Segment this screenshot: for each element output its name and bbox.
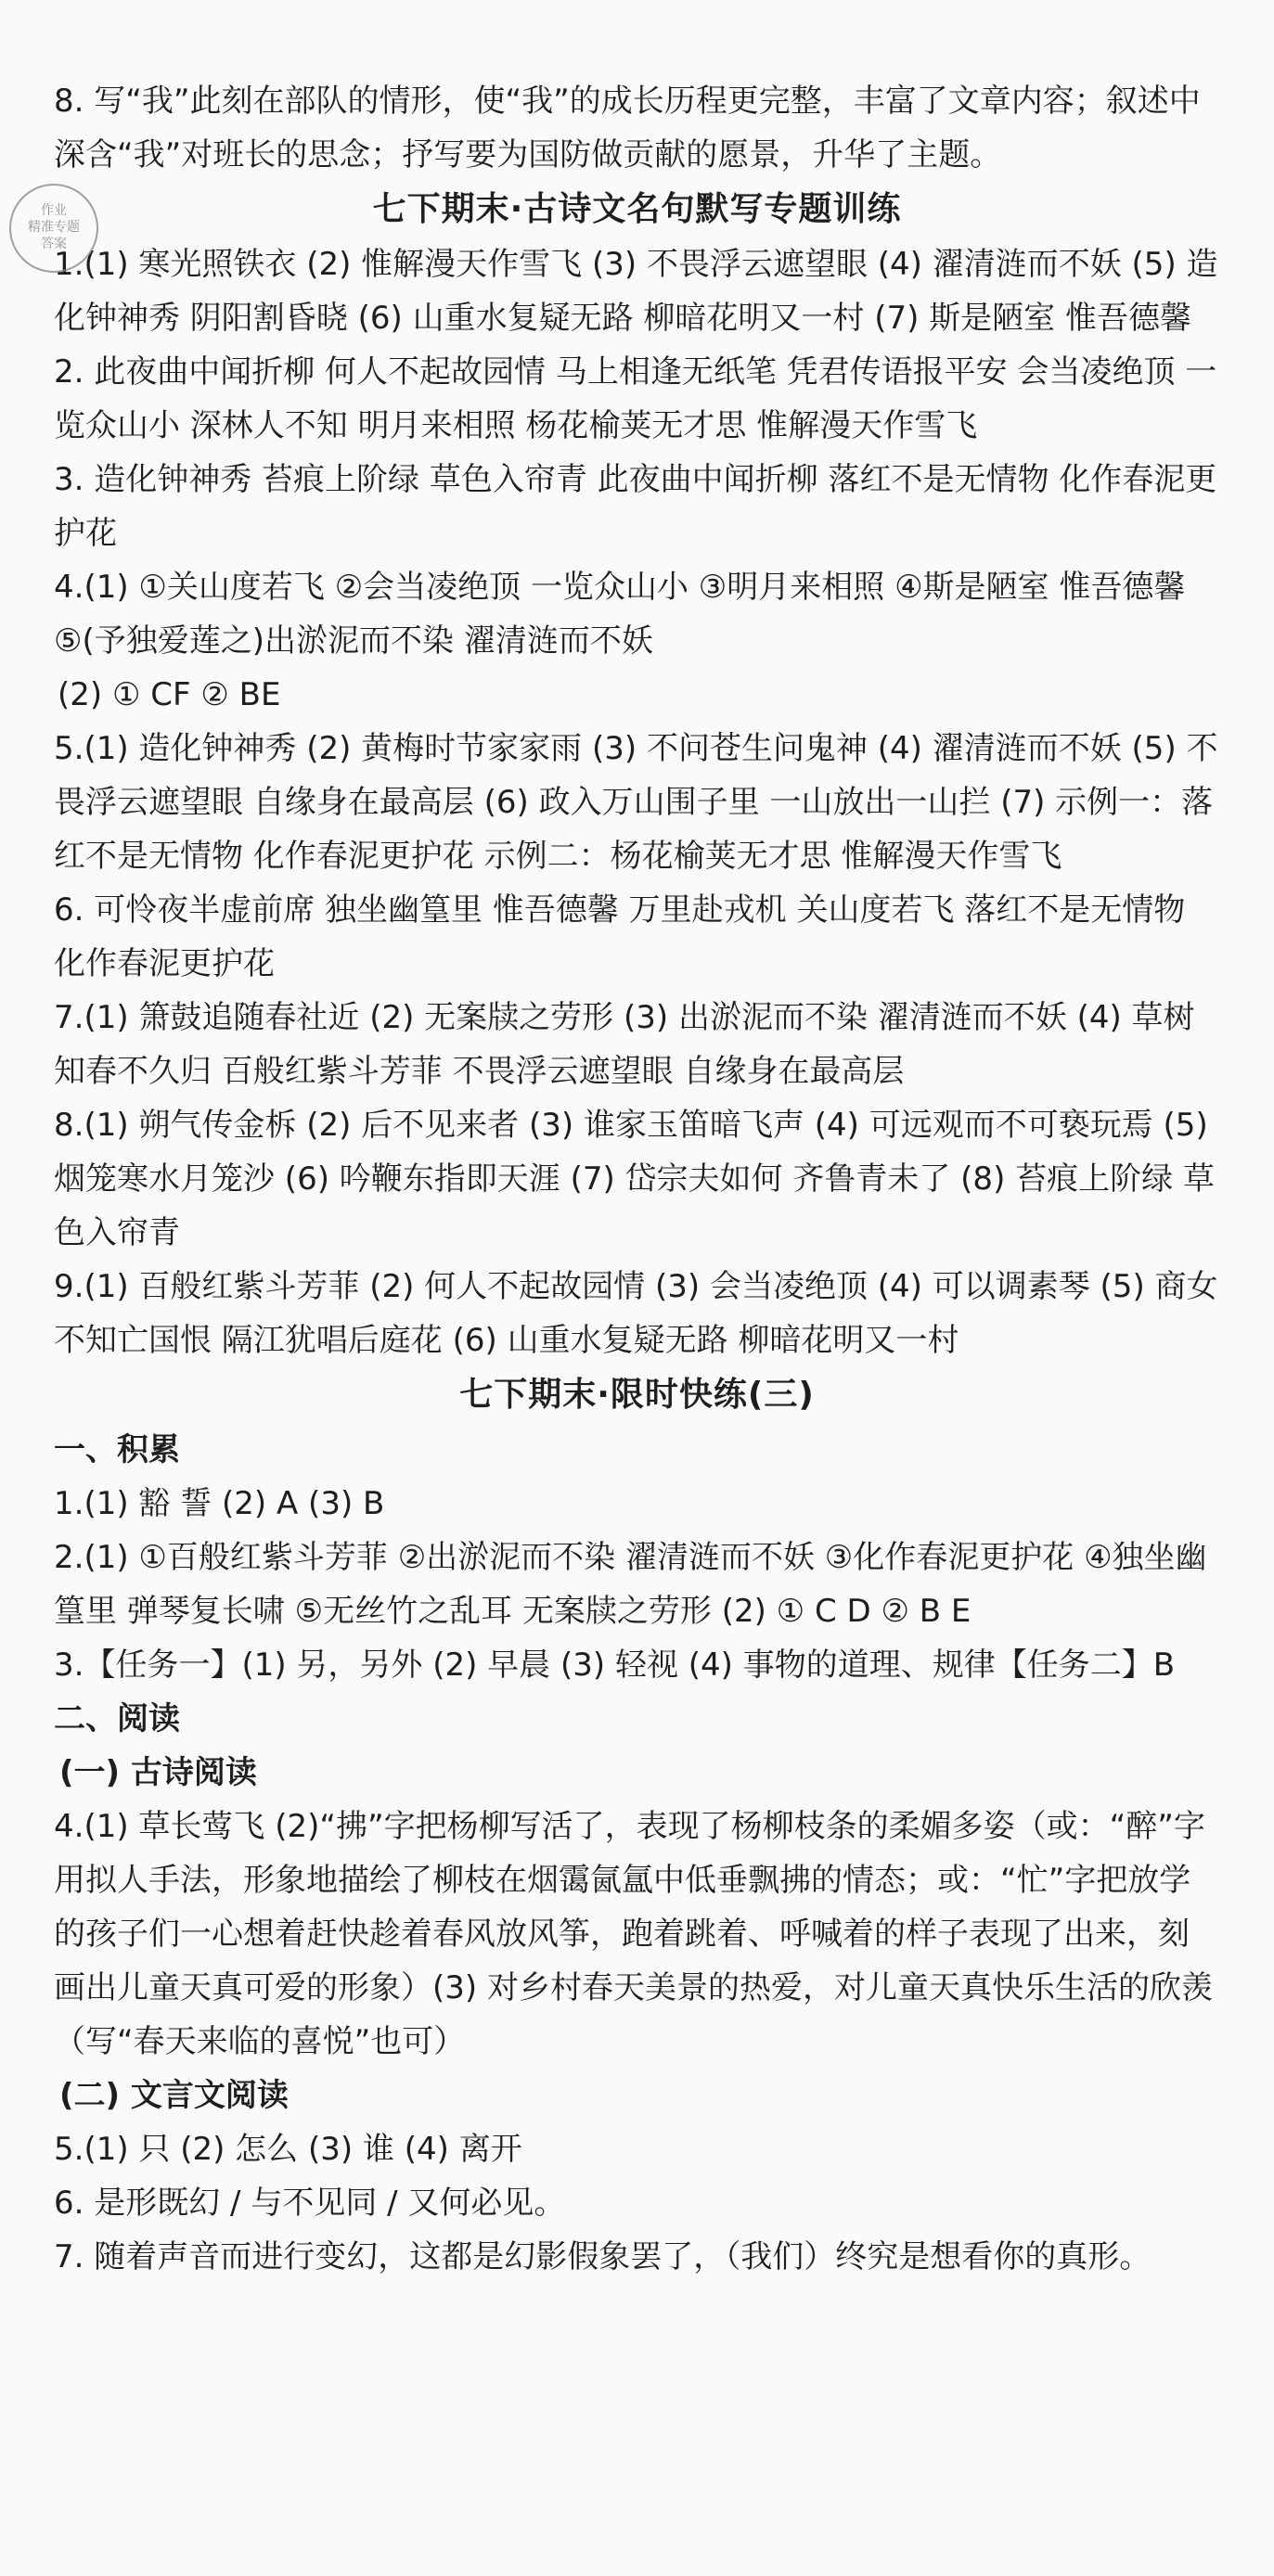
answer-paragraph: 2.(1) ①百般红紫斗芳菲 ②出淤泥而不染 濯清涟而不妖 ③化作春泥更护花 ④独坐幽篁里 弹琴复长啸 ⑤无丝竹之乱耳 无案牍之劳形 (2) ① C D ② B E — [54, 1539, 1207, 1630]
answer-paragraph: 3. 造化钟神秀 苔痕上阶绿 草色入帘青 此夜曲中闻折柳 落红不是无情物 化作春泥更护花 — [54, 461, 1217, 552]
answer-paragraph: 4.(1) ①关山度若飞 ②会当凌绝顶 一览众山小 ③明月来相照 ④斯是陋室 惟吾德馨 ⑤(予独爱莲之)出淤泥而不染 濯清涟而不妖 — [54, 569, 1186, 660]
answer-paragraph: 5.(1) 只 (2) 怎么 (3) 谁 (4) 离开 — [54, 2131, 522, 2168]
answer-paragraph: 9.(1) 百般红紫斗芳菲 (2) 何人不起故园情 (3) 会当凌绝顶 (4) 可以调素琴 (5) 商女不知亡国恨 隔江犹唱后庭花 (6) 山重水复疑无路 柳暗花明又一村 — [54, 1268, 1218, 1359]
section-title: 七下期末·古诗文名句默写专题训练 — [372, 190, 902, 228]
answer-paragraph: 8.(1) 朔气传金柝 (2) 后不见来者 (3) 谁家玉笛暗飞声 (4) 可远观而不可亵玩焉 (5) 烟笼寒水月笼沙 (6) 吟鞭东指即天涯 (7) 岱宗夫如何 齐鲁青未了 (8) 苔痕上阶绿 草色入帘青 — [54, 1107, 1215, 1251]
answer-paragraph: 1.(1) 寒光照铁衣 (2) 惟解漫天作雪飞 (3) 不畏浮云遮望眼 (4) 濯清涟而不妖 (5) 造化钟神秀 阴阳割昏晓 (6) 山重水复疑无路 柳暗花明又一村 (7) 斯是陋室 惟吾德馨 — [54, 246, 1218, 337]
answer-paragraph: 4.(1) 草长莺飞 (2)“拂”字把杨柳写活了，表现了杨柳枝条的柔媚多姿（或：“醉”字用拟人手法，形象地描绘了柳枝在烟霭氤氲中低垂飘拂的情态；或：“忙”字把放学的孩子们一心想着赶快趁着春风放风筝，跑着跳着、呼喊着的样子表现了出来，刻画出儿童天真可爱的形象）(3) 对乡村春天美景的热爱，对儿童天真快乐生活的欣羡（写“春天来临的喜悦”也可） — [54, 1808, 1213, 2060]
subsection-heading: (一) 古诗阅读 — [59, 1754, 257, 1791]
section-title: 七下期末·限时快练(三) — [459, 1376, 815, 1414]
answer-paragraph: 8. 写“我”此刻在部队的情形，使“我”的成长历程更完整，丰富了文章内容；叙述中深含“我”对班长的思念；抒写要为国防做贡献的愿景，升华了主题。 — [54, 83, 1201, 173]
answer-paragraph: 5.(1) 造化钟神秀 (2) 黄梅时节家家雨 (3) 不问苍生问鬼神 (4) 濯清涟而不妖 (5) 不畏浮云遮望眼 自缘身在最高层 (6) 政入万山围子里 一山放出一山拦 (7) 示例一：落红不是无情物 化作春泥更护花 示例二：杨花榆荚无才思 惟解漫天作雪飞 — [54, 730, 1218, 875]
answer-paragraph: (2) ① CF ② BE — [58, 676, 281, 713]
answer-paragraph: 2. 此夜曲中闻折柳 何人不起故园情 马上相逢无纸笔 凭君传语报平安 会当凌绝顶 一览众山小 深林人不知 明月来相照 杨花榆荚无才思 惟解漫天作雪飞 — [54, 353, 1217, 444]
section-heading: 一、积累 — [54, 1431, 180, 1468]
seal-stamp: 作业 精准专题 答案 — [9, 184, 98, 273]
answer-paragraph: 1.(1) 豁 誓 (2) A (3) B — [54, 1485, 385, 1522]
subsection-heading: (二) 文言文阅读 — [59, 2077, 289, 2114]
section-heading: 二、阅读 — [54, 1700, 180, 1737]
answer-paragraph: 6. 是形既幻 / 与不见同 / 又何必见。 — [54, 2185, 566, 2222]
answer-content — [54, 74, 1220, 2284]
answer-paragraph: 7.(1) 箫鼓追随春社近 (2) 无案牍之劳形 (3) 出淤泥而不染 濯清涟而不妖 (4) 草树知春不久归 百般红紫斗芳菲 不畏浮云遮望眼 自缘身在最高层 — [54, 999, 1195, 1090]
answer-paragraph: 3.【任务一】(1) 另，另外 (2) 早晨 (3) 轻视 (4) 事物的道理、规律【任务二】B — [54, 1647, 1176, 1684]
answer-paragraph: 6. 可怜夜半虚前席 独坐幽篁里 惟吾德馨 万里赴戎机 关山度若飞 落红不是无情物 化作春泥更护花 — [54, 891, 1186, 982]
answer-paragraph: 7. 随着声音而进行变幻，这都是幻影假象罢了，（我们）终究是想看你的真形。 — [54, 2238, 1152, 2275]
